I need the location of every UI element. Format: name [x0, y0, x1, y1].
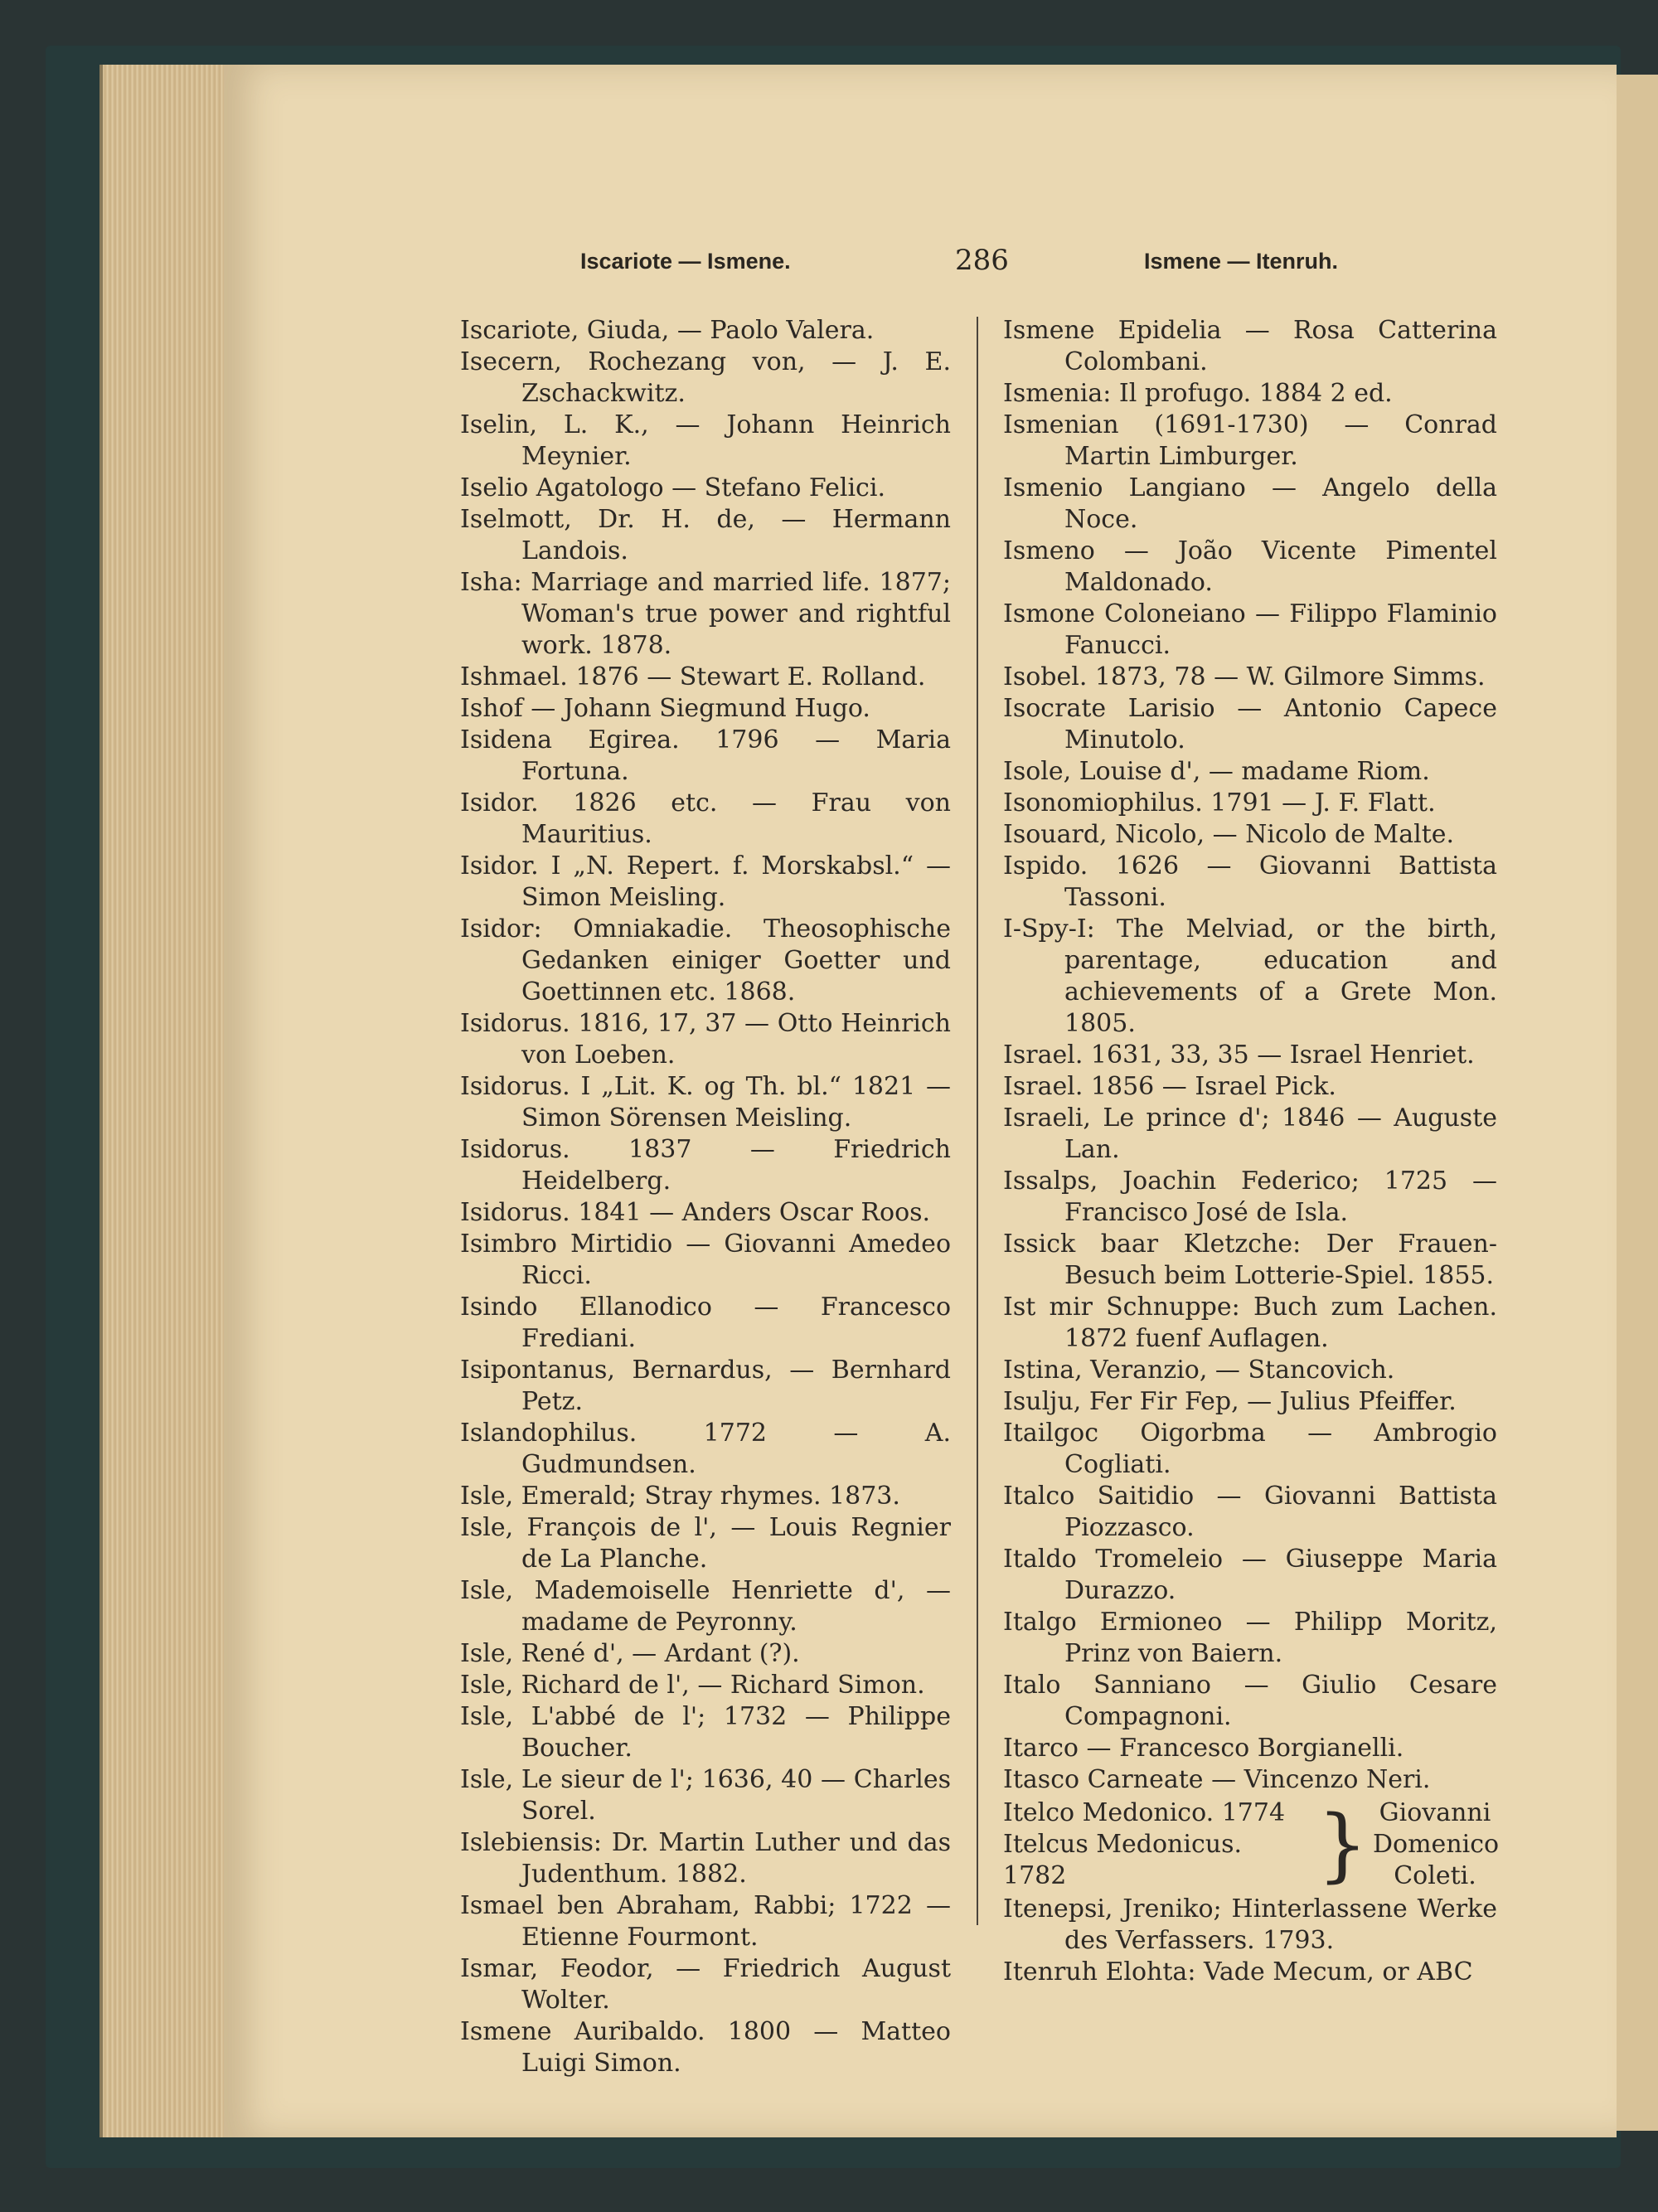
index-entry: Isindo Ellanodico — Francesco Frediani. — [460, 1293, 951, 1353]
index-entry: Israeli, Le prince d'; 1846 — Auguste Lan. — [1003, 1104, 1497, 1164]
index-entry: Israel. 1856 — Israel Pick. — [1003, 1072, 1336, 1101]
index-entry: Isidorus. 1841 — Anders Oscar Roos. — [460, 1198, 931, 1227]
right-column — [1003, 315, 1500, 1988]
index-entry: Isle, L'abbé de l'; 1732 — Philippe Boucher. — [460, 1702, 951, 1763]
index-entry: Issick baar Kletzche: Der Frauen-Besuch beim Lotterie-Spiel. 1855. — [1003, 1230, 1497, 1290]
index-entry: Italgo Ermioneo — Philipp Moritz, Prinz von Baiern. — [1003, 1608, 1497, 1668]
index-entry: Islandophilus. 1772 — A. Gudmundsen. — [460, 1419, 951, 1479]
index-entry: Ismenian (1691-1730) — Conrad Martin Limburger. — [1003, 410, 1497, 471]
index-entry: Isle, Le sieur de l'; 1636, 40 — Charles Sorel. — [460, 1765, 951, 1826]
index-entry: Isle, François de l', — Louis Regnier de La Planche. — [460, 1513, 951, 1574]
index-entry: Isidor. 1826 etc. — Frau von Mauritius. — [460, 788, 951, 849]
index-entry: Itenruh Elohta: Vade Mecum, or ABC — [1003, 1957, 1473, 1986]
index-entry: Ispido. 1626 — Giovanni Battista Tassoni. — [1003, 851, 1497, 912]
header-left: Iscariote — Ismene. — [580, 249, 791, 274]
index-entry: Itasco Carneate — Vincenzo Neri. — [1003, 1765, 1431, 1794]
page-edges — [99, 65, 227, 2137]
index-entry: Iselio Agatologo — Stefano Felici. — [460, 473, 885, 502]
brace-right-line: Domenico — [1373, 1830, 1500, 1859]
index-entry: Isidorus. I „Lit. K. og Th. bl.“ 1821 — Simon Sörensen Meisling. — [460, 1072, 951, 1133]
index-entry: Italo Sanniano — Giulio Cesare Compagnoni. — [1003, 1671, 1497, 1731]
index-entry: Isidor: Omniakadie. Theosophische Gedanken einiger Goetter und Goettinnen etc. 1868. — [460, 914, 951, 1007]
index-entry: Isole, Louise d', — madame Riom. — [1003, 757, 1430, 786]
index-entry: Issalps, Joachin Federico; 1725 — Francisco José de Isla. — [1003, 1167, 1497, 1227]
header-right: Ismene — Itenruh. — [1144, 249, 1339, 274]
index-entry: Isle, Emerald; Stray rhymes. 1873. — [460, 1482, 900, 1511]
index-entry: Ismar, Feodor, — Friedrich August Wolter. — [460, 1954, 951, 2015]
index-entry: Ismone Coloneiano — Filippo Flaminio Fanucci. — [1003, 599, 1497, 660]
page-number: 286 — [955, 244, 1009, 277]
index-entry: Ismenio Langiano — Angelo della Noce. — [1003, 473, 1497, 534]
right-column-entries-a — [1003, 315, 1497, 1796]
index-entry: Italco Saitidio — Giovanni Battista Piozzasco. — [1003, 1482, 1497, 1542]
column-divider — [977, 317, 978, 1925]
index-entry: Ismene Auribaldo. 1800 — Matteo Luigi Simon. — [460, 2017, 951, 2078]
index-entry: Itenepsi, Jreniko; Hinterlassene Werke des Verfassers. 1793. — [1003, 1894, 1497, 1955]
running-header — [580, 244, 1409, 282]
index-entry: Iselin, L. K., — Johann Heinrich Meynier. — [460, 410, 951, 471]
next-page-edge — [1610, 75, 1658, 2131]
index-entry: Istina, Veranzio, — Stancovich. — [1003, 1356, 1395, 1385]
index-entry: Isidena Egirea. 1796 — Maria Fortuna. — [460, 725, 951, 786]
brace-right-lines — [1373, 1797, 1500, 1892]
index-entry: I-Spy-I: The Melviad, or the birth, parentage, education and achievements of a Grete Mon. 1805. — [1003, 914, 1497, 1038]
index-entry: Isle, René d', — Ardant (?). — [460, 1639, 800, 1668]
index-entry: Isha: Marriage and married life. 1877; Woman's true power and rightful work. 1878. — [460, 568, 951, 660]
index-entry: Ist mir Schnuppe: Buch zum Lachen. 1872 fuenf Auflagen. — [1003, 1293, 1497, 1353]
index-entry: Italdo Tromeleio — Giuseppe Maria Durazzo. — [1003, 1545, 1497, 1605]
index-entry: Isidor. I „N. Repert. f. Morskabsl.“ — Simon Meisling. — [460, 851, 951, 912]
index-entry: Ishof — Johann Siegmund Hugo. — [460, 694, 870, 723]
index-entry: Isipontanus, Bernardus, — Bernhard Petz. — [460, 1356, 951, 1416]
index-entry: Ishmael. 1876 — Stewart E. Rolland. — [460, 662, 926, 691]
index-entry: Isle, Richard de l', — Richard Simon. — [460, 1671, 925, 1700]
brace-left-lines — [1003, 1797, 1312, 1892]
index-entry: Isonomiophilus. 1791 — J. F. Flatt. — [1003, 788, 1436, 817]
index-entry: Isidorus. 1837 — Friedrich Heidelberg. — [460, 1135, 951, 1196]
index-entry: Isecern, Rochezang von, — J. E. Zschackwitz. — [460, 347, 951, 408]
index-entry: Islebiensis: Dr. Martin Luther und das Judenthum. 1882. — [460, 1828, 951, 1889]
left-column — [460, 315, 951, 2079]
index-entry: Israel. 1631, 33, 35 — Israel Henriet. — [1003, 1041, 1475, 1070]
index-entry: Isobel. 1873, 78 — W. Gilmore Simms. — [1003, 662, 1486, 691]
index-entry: Itarco — Francesco Borgianelli. — [1003, 1734, 1404, 1763]
index-entry: Itailgoc Oigorbma — Ambrogio Cogliati. — [1003, 1419, 1497, 1479]
index-entry: Isle, Mademoiselle Henriette d', — madame de Peyronny. — [460, 1576, 951, 1637]
index-entry: Iselmott, Dr. H. de, — Hermann Landois. — [460, 505, 951, 565]
brace-right-line: Giovanni — [1379, 1798, 1491, 1827]
index-entry: Isouard, Nicolo, — Nicolo de Malte. — [1003, 820, 1455, 849]
index-entry: Isocrate Larisio — Antonio Capece Minutolo. — [1003, 694, 1497, 754]
index-entry: Isidorus. 1816, 17, 37 — Otto Heinrich von Loeben. — [460, 1009, 951, 1070]
index-entry: Iscariote, Giuda, — Paolo Valera. — [460, 316, 875, 345]
index-entry: Ismene Epidelia — Rosa Catterina Colombani. — [1003, 316, 1497, 376]
brace-left-line: Itelco Medonico. 1774 — [1003, 1798, 1286, 1827]
brace-symbol: } — [1316, 1798, 1368, 1891]
index-entry: Ismenia: Il profugo. 1884 2 ed. — [1003, 379, 1393, 408]
index-entry: Ismeno — João Vicente Pimentel Maldonado. — [1003, 536, 1497, 597]
brace-right-line: Coleti. — [1394, 1861, 1476, 1890]
index-entry: Isulju, Fer Fir Fep, — Julius Pfeiffer. — [1003, 1387, 1457, 1416]
index-entry: Isimbro Mirtidio — Giovanni Amedeo Ricci. — [460, 1230, 951, 1290]
right-column-entries-b — [1003, 1894, 1497, 1988]
index-entry: Ismael ben Abraham, Rabbi; 1722 — Etienne Fourmont. — [460, 1891, 951, 1952]
brace-left-line: Itelcus Medonicus. 1782 — [1003, 1830, 1243, 1890]
brace-group — [1003, 1797, 1500, 1892]
